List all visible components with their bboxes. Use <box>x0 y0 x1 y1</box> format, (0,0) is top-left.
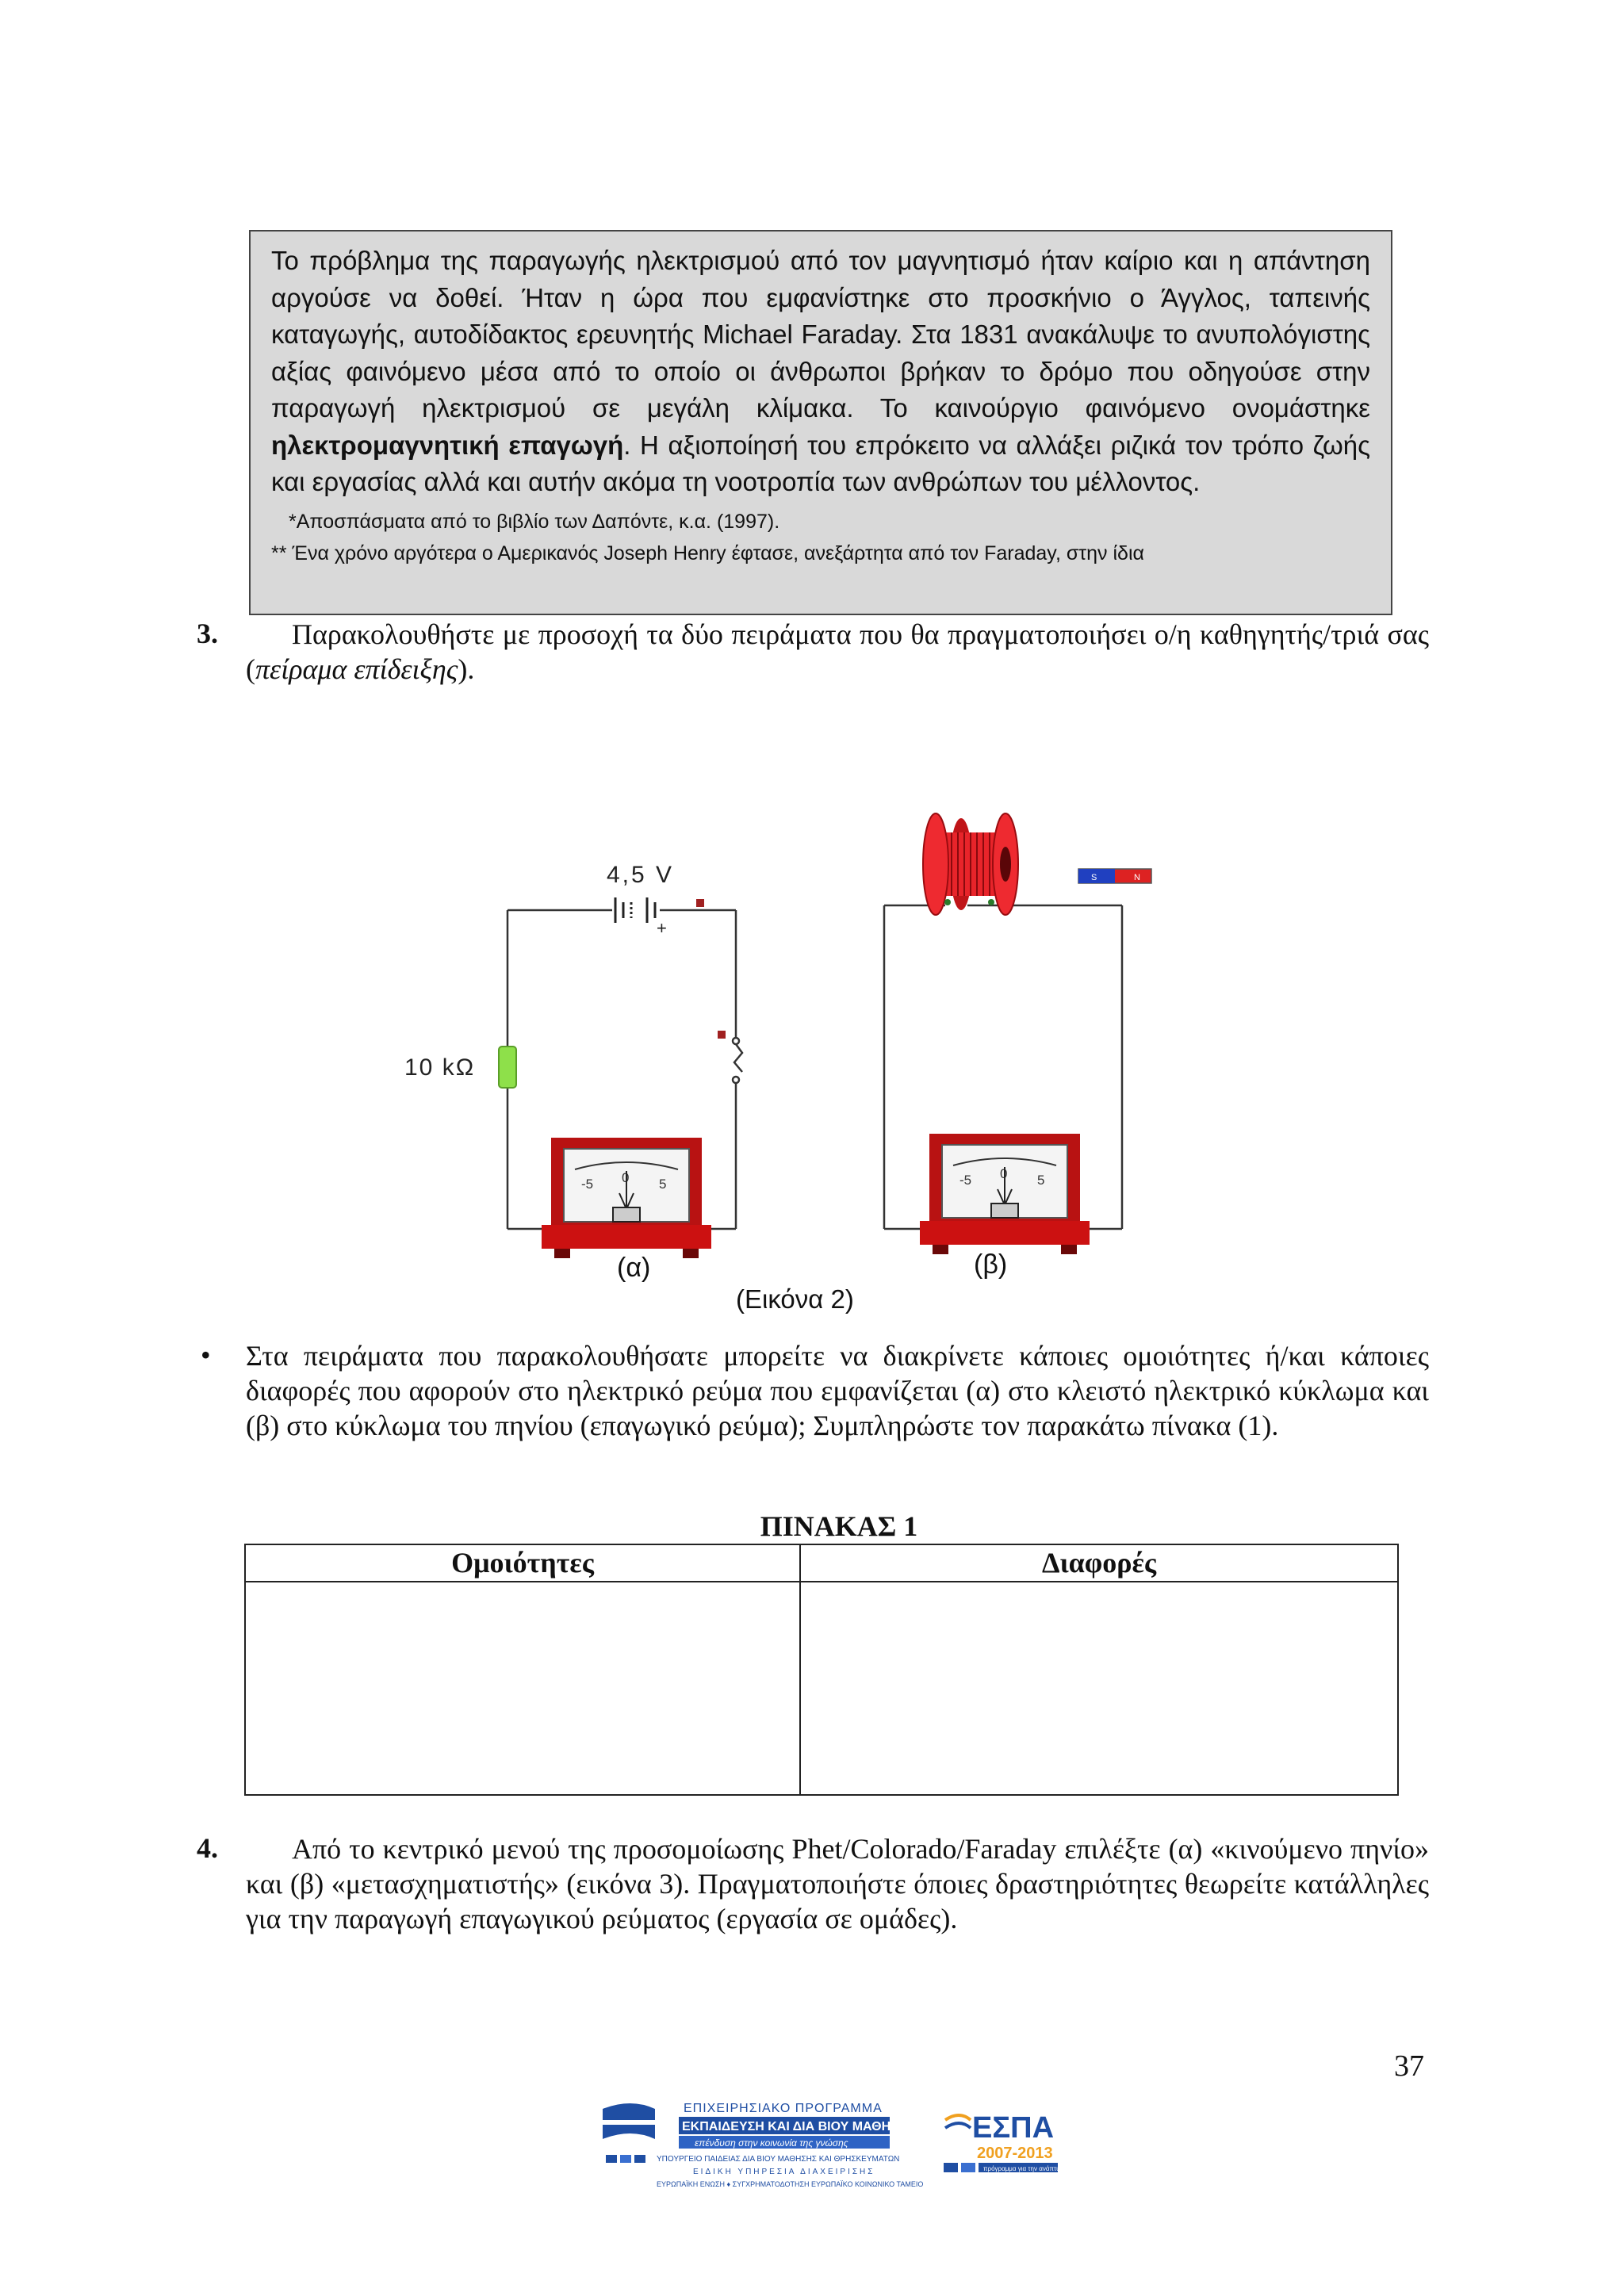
voltage-label: 4,5 V <box>607 862 675 888</box>
program-line2: ΕΚΠΑΙΔΕΥΣΗ ΚΑΙ ΔΙΑ ΒΙΟΥ ΜΑΘΗΣΗ <box>682 2120 908 2133</box>
quote-box <box>249 230 1392 615</box>
table-1 <box>244 1544 1399 1796</box>
footer-logos <box>599 2098 1075 2198</box>
quote-text <box>271 243 1370 501</box>
item-4-text: Από το κεντρικό μενού της προσομοίωσης Phet/Colorado/Faraday επιλέξτε (α) «κινούμενο πηνίο» και (β) «μετασχηματιστής» (εικόνα 3). Πραγματοποιήστε όποιες δραστηριότητες θεωρείτε κατάλληλες για την παραγωγή επαγωγικού ρεύματος (εργασία σε ομάδες). <box>246 1833 1429 1934</box>
quote-bold-term: ηλεκτρομαγνητική επαγωγή <box>271 430 624 460</box>
meter-scale-neg: -5 <box>581 1177 594 1192</box>
caption-a: (α) <box>617 1253 651 1283</box>
galvanometer-a-icon <box>542 1138 711 1258</box>
program-line1: ΕΠΙΧΕΙΡΗΣΙΑΚΟ ΠΡΟΓΡΑΜΜΑ <box>684 2102 883 2115</box>
magnet-icon <box>1078 869 1151 883</box>
program-logo <box>603 2102 923 2188</box>
figure-experiments <box>381 801 1253 1324</box>
bullet-symbol: • <box>201 1339 211 1371</box>
resistor-icon <box>499 1047 516 1088</box>
meter-scale-zero: 0 <box>622 1170 630 1185</box>
table-header-differences: Διαφορές <box>1041 1547 1157 1578</box>
ministry-line3: ΕΥΡΩΠΑΪΚΗ ΕΝΩΣΗ ♦ ΣΥΓΧΡΗΜΑΤΟΔΟΤΗΣΗ ΕΥΡΩΠΑΪΚΟ ΚΟΙΝΩΝΙΚΟ ΤΑΜΕΙΟ <box>657 2180 924 2188</box>
item-number: 4. <box>197 1832 218 1864</box>
table-cell-similarities[interactable] <box>249 1585 796 1791</box>
table-cell-differences[interactable] <box>804 1585 1394 1791</box>
caption-b: (β) <box>974 1249 1008 1280</box>
bullet-text: Στα πειράματα που παρακολουθήσατε μπορείτε να διακρίνετε κάποιες ομοιότητες ή/και κάποιες διαφορές που αφορούν στο ηλεκτρικό ρεύμα που εμφανίζεται (α) στο κλειστό ηλεκτρικό κύκλωμα και (β) στο κύκλωμα του πηνίου (επαγωγικό ρεύμα); Συμπληρώστε τον παρακάτω πίνακα (1). <box>246 1340 1429 1441</box>
table-column-divider <box>799 1545 801 1794</box>
page-number: 37 <box>1394 2049 1424 2083</box>
table-header-divider <box>246 1581 1397 1582</box>
item-3-italic: πείραμα επίδειξης <box>255 653 458 685</box>
resistor-label: 10 kΩ <box>404 1054 476 1081</box>
meter-scale-pos: 5 <box>1037 1173 1045 1188</box>
item-3-text-end: ). <box>458 653 475 685</box>
battery-icon <box>615 897 655 923</box>
figure-caption: (Εικόνα 2) <box>736 1284 854 1314</box>
switch-icon <box>718 1031 742 1083</box>
table-header-similarities: Ομοιότητες <box>451 1547 594 1578</box>
espa-slogan: πρόγραμμα για την ανάπτυξη <box>983 2165 1067 2172</box>
magnet-n-label: N <box>1134 873 1140 882</box>
program-slogan: επένδυση στην κοινωνία της γνώσης <box>695 2137 848 2149</box>
quote-text-part: . Η αξιοποίησή του επρόκειτο να αλλάξει ριζικά τον τρόπο ζωής και εργασίας αλλά και αυτήν ακόμα τη νοοτροπία των ανθρώπων του μέλλοντος. <box>271 430 1371 496</box>
espa-title: ΕΣΠΑ <box>972 2111 1055 2145</box>
item-number: 3. <box>197 618 218 649</box>
ministry-line1: ΥΠΟΥΡΓΕΙΟ ΠΑΙΔΕΙΑΣ ΔΙΑ ΒΙΟΥ ΜΑΘΗΣΗΣ ΚΑΙ ΘΡΗΣΚΕΥΜΑΤΩΝ <box>657 2155 900 2164</box>
espa-logo <box>944 2111 1067 2172</box>
espa-years: 2007-2013 <box>977 2145 1053 2162</box>
meter-scale-pos: 5 <box>659 1177 667 1192</box>
galvanometer-b-icon <box>920 1134 1090 1254</box>
ministry-line2: ΕΙΔΙΚΗ ΥΠΗΡΕΣΙΑ ΔΙΑΧΕΙΡΙΣΗΣ <box>693 2168 875 2176</box>
coil-icon <box>923 813 1018 915</box>
battery-plus-sign: + <box>657 918 667 938</box>
terminal-marker <box>696 899 704 907</box>
footnote-henry: ** Ένα χρόνο αργότερα ο Αμερικανός Joseph Henry έφτασε, ανεξάρτητα από τον Faraday, στην ίδια <box>271 541 1144 564</box>
meter-scale-neg: -5 <box>959 1173 972 1188</box>
item-3-text <box>246 617 1429 687</box>
footnote-source: *Αποσπάσματα από το βιβλίο των Δαπόντε, κ.α. (1997). <box>289 510 780 533</box>
table-title: ΠΙΝΑΚΑΣ 1 <box>760 1510 918 1542</box>
quote-text-part: Το πρόβλημα της παραγωγής ηλεκτρισμού από τον μαγνητισμό ήταν καίριο και η απάντηση αργούσε να δοθεί. Ήταν η ώρα που εμφανίστηκε στο προσκήνιο ο Άγγλος, ταπεινής καταγωγής, αυτοδίδακτος ερευνητής Michael Faraday. Στα 1831 ανακάλυψε το ανυπολόγιστης αξίας φαινόμενο μέσα από το οποίο οι άνθρωποι βρήκαν το δρόμο που οδηγούσε στην παραγωγή ηλεκτρισμού σε μεγάλη κλίμακα. Το καινούργιο φαινόμενο ονομάστηκε <box>271 246 1370 423</box>
item-3-text-main: Παρακολουθήστε με προσοχή τα δύο πειράματα που θα πραγματοποιήσει ο/η καθηγητής/τριά σας ( <box>246 618 1429 685</box>
meter-scale-zero: 0 <box>1000 1166 1008 1181</box>
magnet-s-label: S <box>1091 873 1097 882</box>
